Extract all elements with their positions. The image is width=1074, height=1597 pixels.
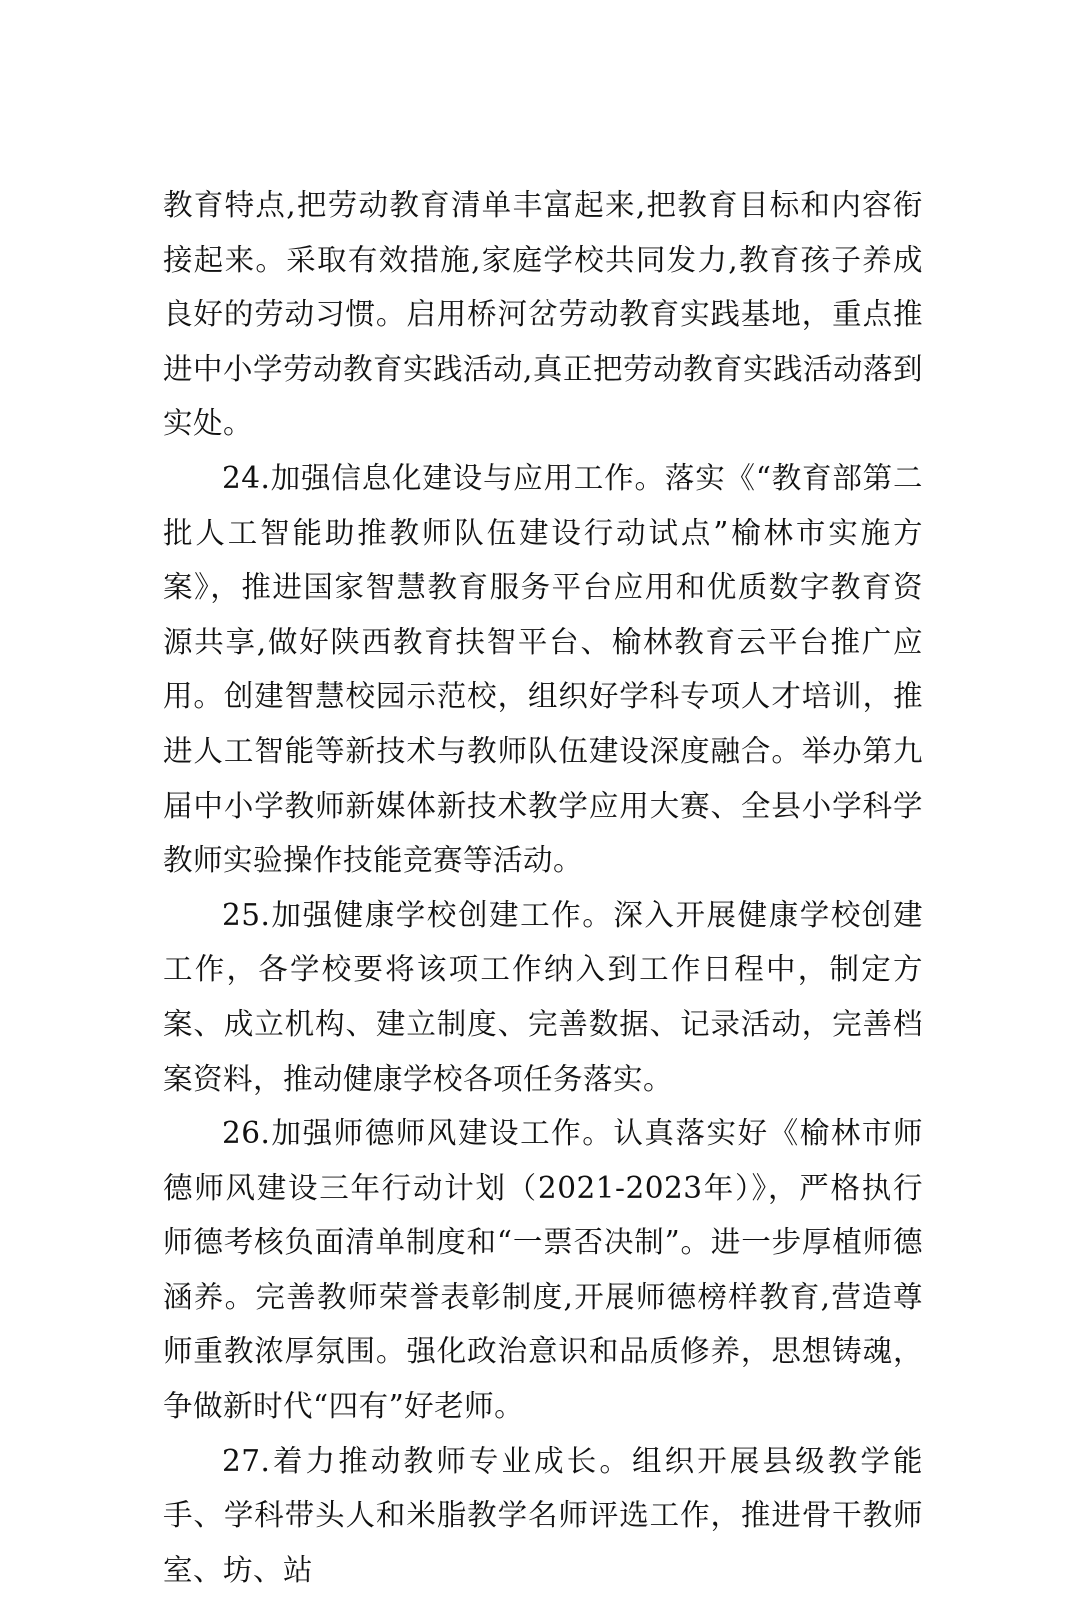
- body-text: [163, 178, 923, 1597]
- paragraph-26: 26.加强师德师风建设工作。认真落实好《榆林市师德师风建设三年行动计划（2021-2023年）》，严格执行师德考核负面清单制度和“一票否决制”。进一步厚植师德涵养。完善教师荣誉表彰制度,开展师德榜样教育,营造尊师重教浓厚氛围。强化政治意识和品质修养，思想铸魂，争做新时代“四有”好老师。: [163, 1116, 923, 1424]
- paragraph-24: 24.加强信息化建设与应用工作。落实《“教育部第二批人工智能助推教师队伍建设行动试点”榆林市实施方案》，推进国家智慧教育服务平台应用和优质数字教育资源共享,做好陕西教育扶智平台、榆林教育云平台推广应用。创建智慧校园示范校，组织好学科专项人才培训，推进人工智能等新技术与教师队伍建设深度融合。举办第九届中小学教师新媒体新技术教学应用大赛、全县小学科学教师实验操作技能竞赛等活动。: [163, 460, 923, 878]
- paragraph-25: 25.加强健康学校创建工作。深入开展健康学校创建工作，各学校要将该项工作纳入到工作日程中，制定方案、成立机构、建立制度、完善数据、记录活动，完善档案资料，推动健康学校各项任务落实。: [163, 897, 923, 1096]
- paragraph-27: 27.着力推动教师专业成长。组织开展县级教学能手、学科带头人和米脂教学名师评选工作，推进骨干教师室、坊、站: [163, 1443, 923, 1587]
- paragraph-continuation: 教育特点,把劳动教育清单丰富起来,把教育目标和内容衔接起来。采取有效措施,家庭学校共同发力,教育孩子养成良好的劳动习惯。启用桥河岔劳动教育实践基地，重点推进中小学劳动教育实践活动,真正把劳动教育实践活动落到实处。: [163, 188, 923, 441]
